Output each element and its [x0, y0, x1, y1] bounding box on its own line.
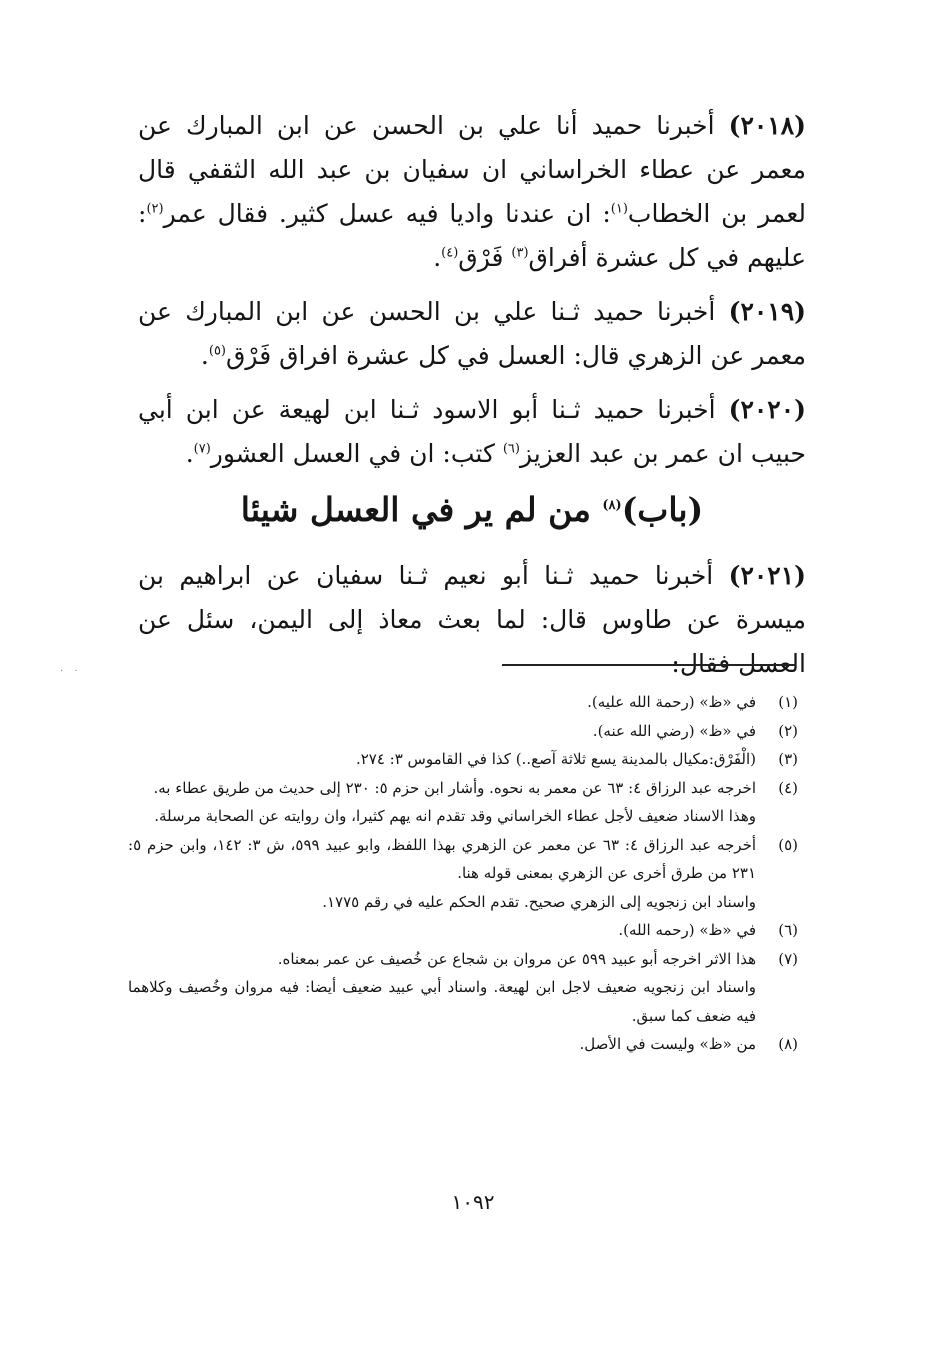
hadith-2021	[138, 554, 806, 686]
footnote-line: (الْفَرْق:مكيال بالمدينة يسع ثلاثة آصع..) كذا في القاموس ٣: ٢٧٤.	[355, 750, 756, 768]
chapter-label: (باب)	[621, 490, 704, 529]
footnote-ref: (٦)	[502, 441, 520, 457]
footnote-line: في «ظ» (رحمة الله عليه).	[587, 693, 756, 711]
footnote-7	[128, 945, 798, 1031]
footnote-line: هذا الاثر اخرجه أبو عبيد ٥٩٩ عن مروان بن شجاع عن خُصيف عن عمر بمعناه.	[277, 949, 756, 968]
hadith-2018	[138, 104, 806, 280]
chapter-title: من لم ير في العسل شيئا	[240, 490, 603, 529]
footnote-number: (٦)	[778, 921, 798, 939]
footnote-ref: (٥)	[208, 343, 226, 359]
footnote-ref: (٨)	[602, 498, 622, 513]
page-number: ١٠٩٢	[451, 1190, 495, 1214]
margin-specks: · ·	[60, 666, 82, 677]
footnote-ref: (٣)	[511, 245, 529, 261]
footnote-line: وهذا الاسناد ضعيف لأجل عطاء الخراساني وقد تقدم انه يهم كثيرا، وان روايته عن الصحابة مرسلة.	[154, 807, 756, 825]
hadith-text: .	[185, 439, 194, 468]
footnote-5	[128, 831, 798, 917]
hadith-2019	[138, 290, 806, 378]
hadith-text: أخبرنا حميد ثـنا أبو نعيم ثـنا سفيان عن ابراهيم بن ميسرة عن طاوس قال: لما بعث معاذ إلى اليمن، سئل عن العسل فقال:	[138, 561, 806, 678]
footnote-line: واسناد ابن زنجويه إلى الزهري صحيح. تقدم الحكم عليه في رقم ١٧٧٥.	[322, 892, 756, 911]
footnote-text	[128, 916, 756, 945]
footnote-separator	[502, 664, 796, 666]
footnote-number: (٥)	[778, 835, 798, 854]
footnote-4	[128, 774, 798, 831]
footnote-line: أخرجه عبد الرزاق ٤: ٦٣ عن معمر عن الزهري بهذا اللفظ، وابو عبيد ٥٩٩، ش ٣: ١٤٢، وابن حزم ٥: ٢٣١ من طرق أخرى عن الزهري بمعنى قوله هنا.	[128, 835, 757, 882]
footnote-line: في «ظ» (رحمه الله).	[618, 921, 756, 939]
footnotes	[128, 688, 798, 1059]
footnote-text	[128, 745, 756, 774]
hadith-number: (٢٠١٩)	[728, 297, 806, 326]
hadith-2020	[138, 388, 806, 476]
footnote-number: (٨)	[778, 1035, 798, 1053]
footnote-8	[128, 1030, 798, 1059]
hadith-number: (٢٠٢٠)	[728, 395, 806, 424]
footnote-text	[128, 774, 756, 831]
footnote-text	[128, 1030, 756, 1059]
footnote-3	[128, 745, 798, 774]
footnote-text	[128, 688, 756, 717]
hadith-number: (٢٠٢١)	[728, 561, 806, 590]
hadith-text: : ان عندنا واديا فيه عسل كثير. فقال عمر	[163, 199, 611, 228]
footnote-1	[128, 688, 798, 717]
footnote-ref: (٢)	[146, 201, 164, 217]
hadith-text: .	[200, 341, 209, 370]
footnote-number: (٧)	[778, 949, 798, 968]
hadith-text: .	[433, 243, 442, 272]
main-text	[138, 104, 806, 696]
hadith-number: (٢٠١٨)	[728, 111, 806, 140]
footnote-text	[128, 945, 756, 1031]
hadith-text: فَرْق	[458, 243, 512, 272]
hadith-text: كتب: ان في العسل العشور	[210, 439, 503, 468]
footnote-line: واسناد ابن زنجويه ضعيف لاجل ابن لهيعة. واسناد أبي عبيد ضعيف أيضا: فيه مروان وخُصيف وكلاهما فيه ضعف كما سبق.	[128, 978, 756, 1025]
footnote-line: في «ظ» (رضي الله عنه).	[592, 721, 756, 740]
hadith-text: أخبرنا حميد أنا علي بن الحسن عن ابن المبارك عن معمر عن عطاء الخراساني ان سفيان بن عبد الله الثقفي قال لعمر بن الخطاب	[138, 111, 806, 228]
footnote-number: (٣)	[778, 750, 798, 768]
footnote-number: (١)	[778, 693, 798, 711]
footnote-text	[128, 717, 756, 746]
footnote-text	[128, 831, 756, 917]
footnote-line: من «ظ» وليست في الأصل.	[579, 1035, 756, 1053]
footnote-ref: (٤)	[441, 245, 459, 261]
footnote-number: (٢)	[778, 721, 798, 740]
footnote-ref: (٧)	[193, 441, 211, 457]
footnote-number: (٤)	[778, 778, 798, 797]
hadith-text: : عليهم في كل عشرة أفراق	[138, 199, 806, 272]
hadith-text: أخبرنا حميد ثـنا أبو الاسود ثـنا ابن لهيعة عن ابن أبي حبيب ان عمر بن عبد العزيز	[138, 395, 806, 468]
footnote-2	[128, 717, 798, 746]
chapter-heading	[138, 486, 806, 534]
hadith-text: أخبرنا حميد ثـنا علي بن الحسن عن ابن المبارك عن معمر عن الزهري قال: العسل في كل عشرة افراق فَرْق	[138, 297, 806, 370]
footnote-6	[128, 916, 798, 945]
footnote-ref: (١)	[610, 201, 628, 217]
footnote-line: اخرجه عبد الرزاق ٤: ٦٣ عن معمر به نحوه. وأشار ابن حزم ٥: ٢٣٠ إلى حديث من طريق عطاء به.	[153, 778, 756, 797]
